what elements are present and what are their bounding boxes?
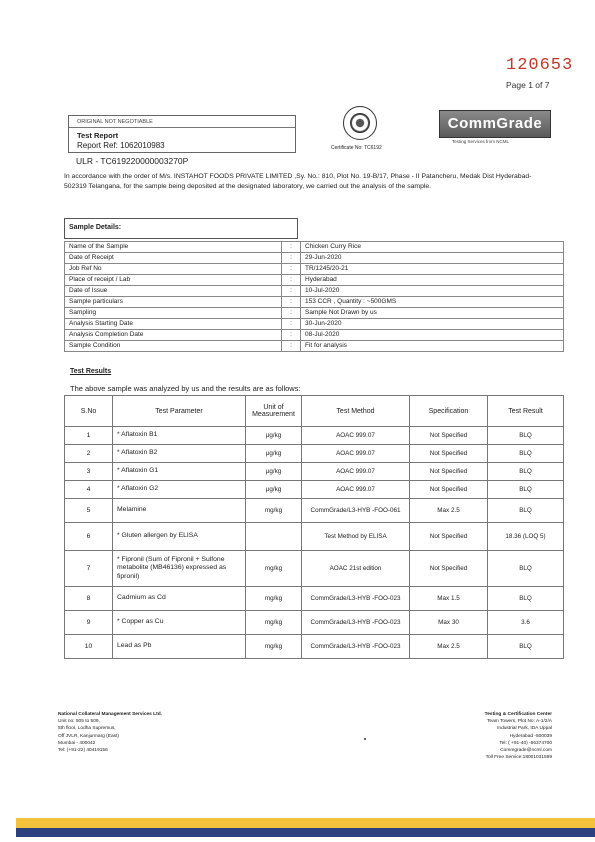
sample-detail-row [65, 330, 564, 341]
sample-detail-value: Sample Not Drawn by us [301, 308, 564, 319]
footer-left-line: Unit no: 505 to 509, [58, 719, 100, 725]
sample-detail-label: Sample Condition [65, 341, 282, 352]
sample-detail-value: 30-Jun-2020 [301, 319, 564, 330]
col-method: Test Method [302, 396, 410, 427]
cell-parameter: Cadmium as Cd [113, 587, 246, 611]
cell-specification: Not Specified [410, 481, 488, 499]
table-row [65, 445, 564, 463]
cell-result: 3.6 [488, 611, 564, 635]
sample-detail-label: Date of Issue [65, 286, 282, 297]
cell-specification: Max 2.5 [410, 635, 488, 659]
sample-detail-value: TR/1245/20-21 [301, 264, 564, 275]
footer-band-yellow [16, 818, 595, 828]
cell-unit: mg/kg [246, 587, 302, 611]
report-ref-box [68, 115, 296, 153]
sample-detail-label: Analysis Completion Date [65, 330, 282, 341]
cell-method: AOAC 21st edition [302, 551, 410, 587]
sample-detail-label: Job Ref No [65, 264, 282, 275]
cell-sno: 3 [65, 463, 113, 481]
cell-result: BLQ [488, 635, 564, 659]
cell-specification: Not Specified [410, 463, 488, 481]
sample-detail-row [65, 341, 564, 352]
cell-method: AOAC 999.07 [302, 463, 410, 481]
table-row [65, 551, 564, 587]
footer-left-line: Mumbai - 400042 [58, 740, 96, 746]
cell-unit: µg/kg [246, 445, 302, 463]
logo-tagline: Testing Services from NCML [452, 139, 510, 144]
results-table [64, 395, 564, 659]
cell-unit: mg/kg [246, 611, 302, 635]
table-row [65, 611, 564, 635]
page-number: Page 1 of 7 [506, 80, 550, 90]
col-result: Test Result [488, 396, 564, 427]
sample-detail-value: 08-Jul-2020 [301, 330, 564, 341]
cell-parameter: * Aflatoxin G1 [113, 463, 246, 481]
sample-detail-row [65, 242, 564, 253]
col-parameter: Test Parameter [113, 396, 246, 427]
cell-parameter: * Aflatoxin B1 [113, 427, 246, 445]
cell-sno: 4 [65, 481, 113, 499]
cell-result: BLQ [488, 427, 564, 445]
cell-parameter: * Aflatoxin B2 [113, 445, 246, 463]
original-label: ORIGINAL NOT NEGOTIABLE [77, 119, 153, 125]
analyzed-text: The above sample was analyzed by us and the results are as follows: [70, 384, 301, 393]
cell-sno: 9 [65, 611, 113, 635]
sample-detail-separator: : [282, 308, 301, 319]
mark-dot [364, 738, 366, 740]
sample-detail-label: Date of Receipt [65, 253, 282, 264]
footer-right-line: Industrial Park, IDA Uppal [497, 726, 552, 732]
table-row [65, 587, 564, 611]
cell-specification: Max 2.5 [410, 499, 488, 523]
serial-number: 120653 [506, 56, 574, 75]
cell-unit: µg/kg [246, 463, 302, 481]
cell-sno: 2 [65, 445, 113, 463]
report-ref: Report Ref: 1062010983 [77, 141, 165, 150]
footer-right-line: Tel: ( +91-40) -66374700 [499, 740, 552, 746]
col-sno: S.No [65, 396, 113, 427]
sample-detail-label: Name of the Sample [65, 242, 282, 253]
cell-sno: 8 [65, 587, 113, 611]
cell-sno: 5 [65, 499, 113, 523]
cell-method: AOAC 999.07 [302, 481, 410, 499]
sample-detail-row [65, 264, 564, 275]
sample-detail-value: Fit for analysis [301, 341, 564, 352]
sample-detail-label: Sample particulars [65, 297, 282, 308]
cell-result: BLQ [488, 587, 564, 611]
sample-detail-separator: : [282, 242, 301, 253]
accreditation-seal-icon [343, 106, 377, 140]
sample-detail-separator: : [282, 286, 301, 297]
cell-result: BLQ [488, 481, 564, 499]
sample-detail-separator: : [282, 253, 301, 264]
certificate-number: Certificate No: TC6192 [331, 145, 382, 151]
cell-unit: mg/kg [246, 635, 302, 659]
footer-right-line: Commgrade@ncml.com [500, 748, 552, 754]
sample-detail-row [65, 319, 564, 330]
test-results-heading: Test Results [70, 368, 112, 375]
cell-parameter: Lead as Pb [113, 635, 246, 659]
cell-unit: µg/kg [246, 427, 302, 445]
footer-right-line: Hyderabad -500039 [509, 733, 552, 739]
table-row [65, 463, 564, 481]
report-title: Test Report [77, 131, 119, 140]
cell-unit [246, 523, 302, 551]
cell-specification: Not Specified [410, 445, 488, 463]
sample-detail-value: 29-Jun-2020 [301, 253, 564, 264]
sample-detail-row [65, 308, 564, 319]
cell-parameter: * Aflatoxin G2 [113, 481, 246, 499]
sample-detail-row [65, 286, 564, 297]
sample-detail-separator: : [282, 330, 301, 341]
cell-result: BLQ [488, 499, 564, 523]
cell-unit: mg/kg [246, 499, 302, 523]
cell-result: 18.36 (LOQ 5) [488, 523, 564, 551]
cell-sno: 1 [65, 427, 113, 445]
footer-center-title: Testing & Certification Center [484, 712, 552, 717]
divider [69, 127, 295, 128]
footer-right-line: Toll Free Service:18001031599 [485, 755, 552, 761]
cell-method: AOAC 999.07 [302, 445, 410, 463]
cell-method: CommGrade/L3-HYB -FOO-023 [302, 635, 410, 659]
cell-sno: 7 [65, 551, 113, 587]
cell-parameter: * Fipronil (Sum of Fipronil + Sulfone metabolite (MB46136) expressed as fipronil) [113, 551, 246, 587]
footer-left-address [58, 711, 162, 754]
cell-specification: Not Specified [410, 551, 488, 587]
cell-method: CommGrade/L3-HYB -FOO-023 [302, 587, 410, 611]
table-row [65, 635, 564, 659]
table-row [65, 499, 564, 523]
table-row [65, 523, 564, 551]
cell-result: BLQ [488, 463, 564, 481]
ulr-number: ULR - TC619220000003270P [76, 156, 189, 166]
sample-detail-value: 153 CCR , Quantity : ~500GMS [301, 297, 564, 308]
footer-band-blue [16, 828, 595, 837]
cell-sno: 6 [65, 523, 113, 551]
footer-left-line: Off JVLR, Kanjurmarg (East) [58, 733, 119, 739]
cell-method: Test Method by ELISA [302, 523, 410, 551]
sample-detail-value: Chicken Curry Rice [301, 242, 564, 253]
commgrade-logo: CommGrade [439, 110, 551, 138]
cell-specification: Not Specified [410, 427, 488, 445]
sample-detail-separator: : [282, 341, 301, 352]
sample-detail-separator: : [282, 319, 301, 330]
cell-parameter: Melamine [113, 499, 246, 523]
sample-detail-label: Place of receipt / Lab [65, 275, 282, 286]
intro-paragraph: In accordance with the order of M/s. INSTAHOT FOODS PRIVATE LIMITED ,Sy. No.: 810, Plot No. 19-B/17, Phase - II Patancheru, Medak Dist Hyderabad-502319 Telangana, for the sample being deposited at the designated laboratory, we carried out the analysis of the sample. [64, 173, 532, 190]
cell-unit: mg/kg [246, 551, 302, 587]
col-specification: Specification [410, 396, 488, 427]
cell-method: CommGrade/L3-HYB -FOO-061 [302, 499, 410, 523]
footer-left-line: Tel: (+91-22) 40419156 [58, 748, 108, 754]
footer-right-line: Team Towers, Plot No: A-1/2/A [487, 719, 552, 725]
cell-result: BLQ [488, 551, 564, 587]
sample-detail-label: Sampling [65, 308, 282, 319]
sample-detail-separator: : [282, 297, 301, 308]
sample-detail-label: Analysis Starting Date [65, 319, 282, 330]
cell-result: BLQ [488, 445, 564, 463]
table-row [65, 481, 564, 499]
cell-specification: Not Specified [410, 523, 488, 551]
table-row [65, 427, 564, 445]
sample-detail-value: 10-Jul-2020 [301, 286, 564, 297]
cell-method: AOAC 999.07 [302, 427, 410, 445]
footer-right-address [430, 711, 552, 761]
sample-details-table [64, 241, 564, 352]
sample-detail-row [65, 297, 564, 308]
cell-specification: Max 30 [410, 611, 488, 635]
sample-detail-value: Hyderabad [301, 275, 564, 286]
cell-unit: µg/kg [246, 481, 302, 499]
sample-detail-separator: : [282, 275, 301, 286]
cell-method: CommGrade/L3-HYB -FOO-023 [302, 611, 410, 635]
sample-details-heading: Sample Details: [64, 218, 298, 239]
sample-detail-row [65, 275, 564, 286]
cell-sno: 10 [65, 635, 113, 659]
cell-parameter: * Copper as Cu [113, 611, 246, 635]
cell-parameter: * Gluten allergen by ELISA [113, 523, 246, 551]
col-unit: Unit of Measurement [246, 396, 302, 427]
sample-detail-row [65, 253, 564, 264]
footer-left-line: 5th floor, Lodha Supremus, [58, 726, 116, 732]
footer-company: National Collateral Management Services Ltd. [58, 712, 162, 717]
sample-detail-separator: : [282, 264, 301, 275]
cell-specification: Max 1.5 [410, 587, 488, 611]
